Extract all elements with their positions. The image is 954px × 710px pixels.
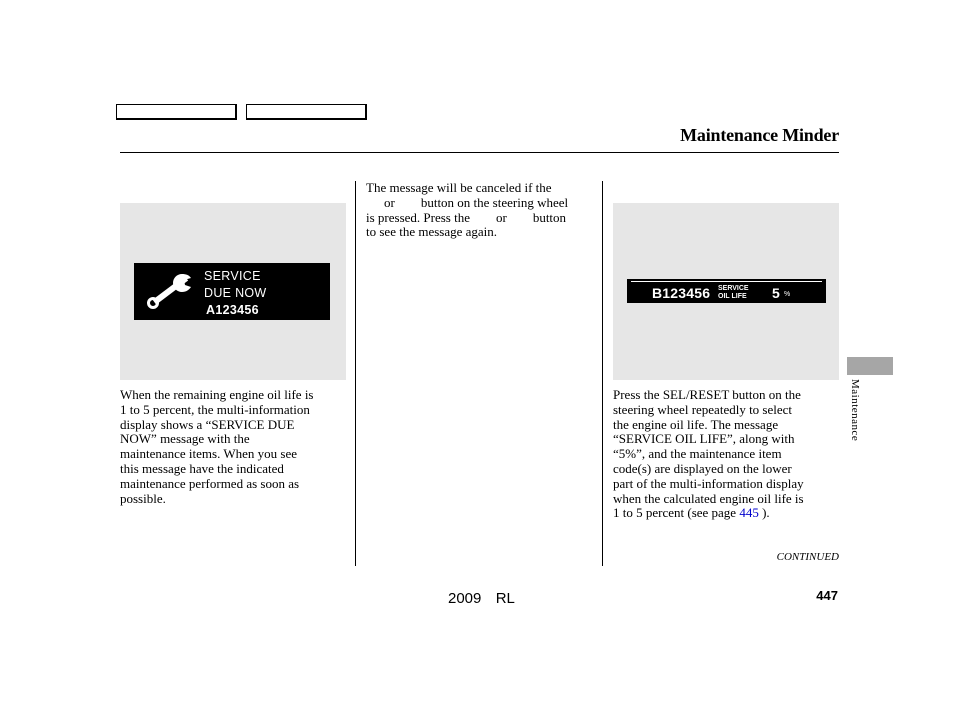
text-line: to see the message again.: [366, 224, 498, 240]
page-title: Maintenance Minder: [680, 125, 839, 145]
oil-life-display: [627, 279, 826, 303]
text-line: the engine oil life. The message: [613, 416, 779, 432]
title-divider: [120, 152, 839, 153]
lcd-maintenance-code: B123456: [652, 285, 711, 301]
text-line: [613, 506, 845, 521]
service-due-display: [134, 263, 330, 320]
text-line: “SERVICE OIL LIFE”, along with: [613, 431, 795, 447]
middle-column-text: [366, 181, 596, 240]
text-line: Press the SEL/RESET button on the: [613, 387, 801, 402]
text-line: 1 to 5 percent, the multi-information: [120, 401, 310, 417]
lcd-percent-sign: %: [784, 291, 791, 298]
text-line: maintenance performed as soon as: [120, 475, 300, 491]
column-divider-1: [355, 181, 356, 566]
text-line: When the remaining engine oil life is: [120, 387, 314, 402]
lcd-due-now-text: DUE NOW: [204, 286, 267, 300]
text-line: NOW” message with the: [120, 431, 250, 447]
text-line: code(s) are displayed on the lower: [613, 460, 792, 476]
text-fragment: ).: [758, 505, 770, 521]
text-line: display shows a “SERVICE DUE: [120, 416, 295, 432]
text-fragment: 1 to 5 percent (see page: [613, 505, 740, 521]
text-line: or button on the steering wheel: [384, 194, 569, 210]
text-line: maintenance items. When you see: [120, 446, 298, 462]
lcd-oil-life-percent: 5: [772, 285, 780, 301]
text-line: is pressed. Press the or button: [366, 209, 567, 225]
text-line: part of the multi-information display: [613, 475, 804, 491]
page-number: 447: [816, 588, 838, 603]
lcd-oil-life-label: OIL LIFE: [718, 293, 747, 300]
lcd-service-text: SERVICE: [204, 269, 261, 283]
section-label: Maintenance: [849, 379, 861, 442]
lcd-separator-line: [631, 281, 822, 282]
text-line: steering wheel repeatedly to select: [613, 401, 793, 417]
lcd-item-code: A123456: [206, 303, 259, 317]
left-column-text: [120, 388, 352, 506]
continued-label: CONTINUED: [776, 551, 839, 563]
section-tab: [847, 357, 893, 375]
right-column-text: [613, 388, 845, 521]
footer-model: 2009 RL: [448, 590, 515, 607]
text-line: The message will be canceled if the: [366, 180, 552, 195]
column-divider-2: [602, 181, 603, 566]
nav-button-1[interactable]: [116, 104, 237, 120]
text-line: this message have the indicated: [120, 460, 284, 476]
page-reference-link[interactable]: 445: [739, 505, 759, 521]
text-line: possible.: [120, 490, 166, 506]
lcd-service-label: SERVICE: [718, 285, 749, 292]
wrench-icon: [144, 268, 196, 314]
nav-button-2[interactable]: [246, 104, 367, 120]
text-line: “5%”, and the maintenance item: [613, 446, 782, 462]
text-line: when the calculated engine oil life is: [613, 490, 804, 506]
